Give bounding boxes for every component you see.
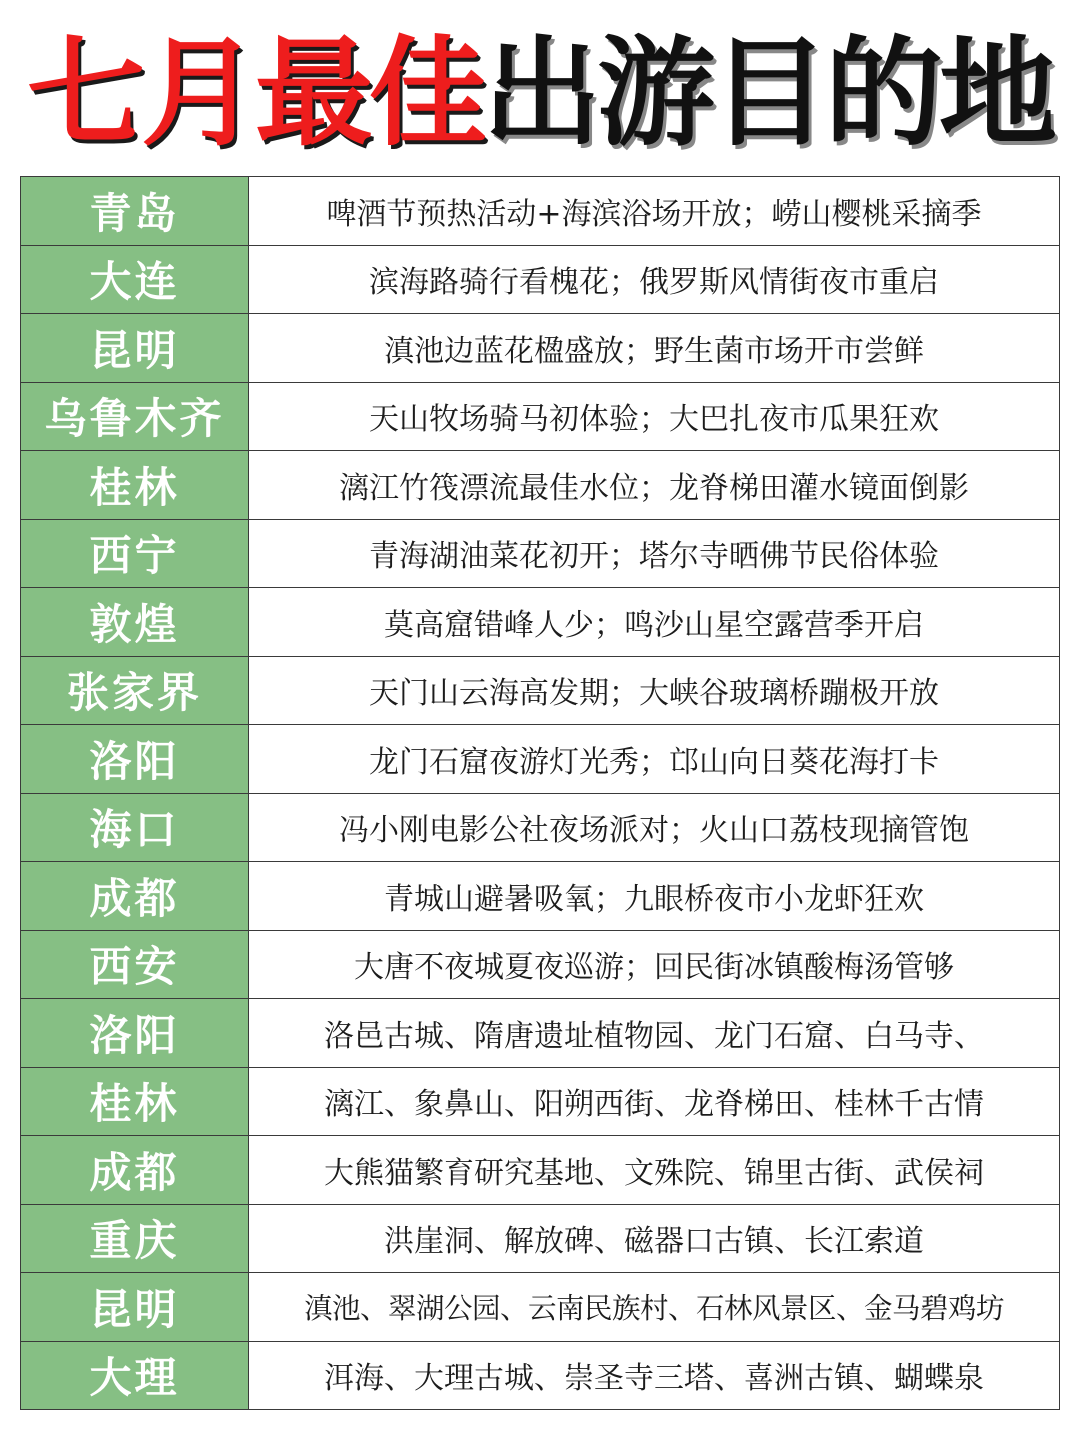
description-cell: 大唐不夜城夏夜巡游；回民街冰镇酸梅汤管够	[249, 930, 1060, 999]
table-row	[21, 245, 1060, 314]
city-cell: 昆明	[21, 314, 249, 383]
city-cell: 桂林	[21, 451, 249, 520]
table-row	[21, 1341, 1060, 1410]
description-cell: 大熊猫繁育研究基地、文殊院、锦里古街、武侯祠	[249, 1136, 1060, 1205]
description-cell: 漓江、象鼻山、阳朔西街、龙脊梯田、桂林千古情	[249, 1067, 1060, 1136]
table-row	[21, 451, 1060, 520]
city-cell: 洛阳	[21, 999, 249, 1068]
city-cell: 成都	[21, 862, 249, 931]
city-cell: 敦煌	[21, 588, 249, 657]
page-title	[0, 18, 1080, 168]
table-row	[21, 314, 1060, 383]
description-cell: 龙门石窟夜游灯光秀；邙山向日葵花海打卡	[249, 725, 1060, 794]
city-cell: 西宁	[21, 519, 249, 588]
description-cell: 青城山避暑吸氧；九眼桥夜市小龙虾狂欢	[249, 862, 1060, 931]
destination-table	[20, 176, 1060, 1410]
table-row	[21, 1136, 1060, 1205]
title-red-part: 七月最佳	[26, 24, 483, 162]
description-cell: 冯小刚电影公社夜场派对；火山口荔枝现摘管饱	[249, 793, 1060, 862]
description-cell: 滇池、翠湖公园、云南民族村、石林风景区、金马碧鸡坊	[249, 1273, 1060, 1342]
table-row	[21, 382, 1060, 451]
city-cell: 西安	[21, 930, 249, 999]
table-row	[21, 862, 1060, 931]
description-cell: 啤酒节预热活动+海滨浴场开放；崂山樱桃采摘季	[249, 177, 1060, 246]
description-cell: 滨海路骑行看槐花；俄罗斯风情街夜市重启	[249, 245, 1060, 314]
table-row	[21, 588, 1060, 657]
city-cell: 重庆	[21, 1204, 249, 1273]
table-row	[21, 1204, 1060, 1273]
description-cell: 天山牧场骑马初体验；大巴扎夜市瓜果狂欢	[249, 382, 1060, 451]
table-row	[21, 725, 1060, 794]
city-cell: 洛阳	[21, 725, 249, 794]
table-row	[21, 999, 1060, 1068]
city-cell: 桂林	[21, 1067, 249, 1136]
description-cell: 洱海、大理古城、崇圣寺三塔、喜洲古镇、蝴蝶泉	[249, 1341, 1060, 1410]
table-row	[21, 793, 1060, 862]
table-row	[21, 1067, 1060, 1136]
table-row	[21, 519, 1060, 588]
table-row	[21, 1273, 1060, 1342]
description-cell: 青海湖油菜花初开；塔尔寺晒佛节民俗体验	[249, 519, 1060, 588]
table-row	[21, 656, 1060, 725]
destination-table-body	[21, 177, 1060, 1410]
description-cell: 洛邑古城、隋唐遗址植物园、龙门石窟、白马寺、	[249, 999, 1060, 1068]
description-cell: 天门山云海高发期；大峡谷玻璃桥蹦极开放	[249, 656, 1060, 725]
description-cell: 莫高窟错峰人少；鸣沙山星空露营季开启	[249, 588, 1060, 657]
city-cell: 成都	[21, 1136, 249, 1205]
city-cell: 海口	[21, 793, 249, 862]
city-cell: 大连	[21, 245, 249, 314]
table-row	[21, 930, 1060, 999]
city-cell: 昆明	[21, 1273, 249, 1342]
city-cell: 乌鲁木齐	[21, 382, 249, 451]
title-black-part: 出游目的地	[483, 24, 1054, 162]
city-cell: 大理	[21, 1341, 249, 1410]
city-cell: 青岛	[21, 177, 249, 246]
description-cell: 滇池边蓝花楹盛放；野生菌市场开市尝鲜	[249, 314, 1060, 383]
description-cell: 洪崖洞、解放碑、磁器口古镇、长江索道	[249, 1204, 1060, 1273]
table-row	[21, 177, 1060, 246]
description-cell: 漓江竹筏漂流最佳水位；龙脊梯田灌水镜面倒影	[249, 451, 1060, 520]
city-cell: 张家界	[21, 656, 249, 725]
